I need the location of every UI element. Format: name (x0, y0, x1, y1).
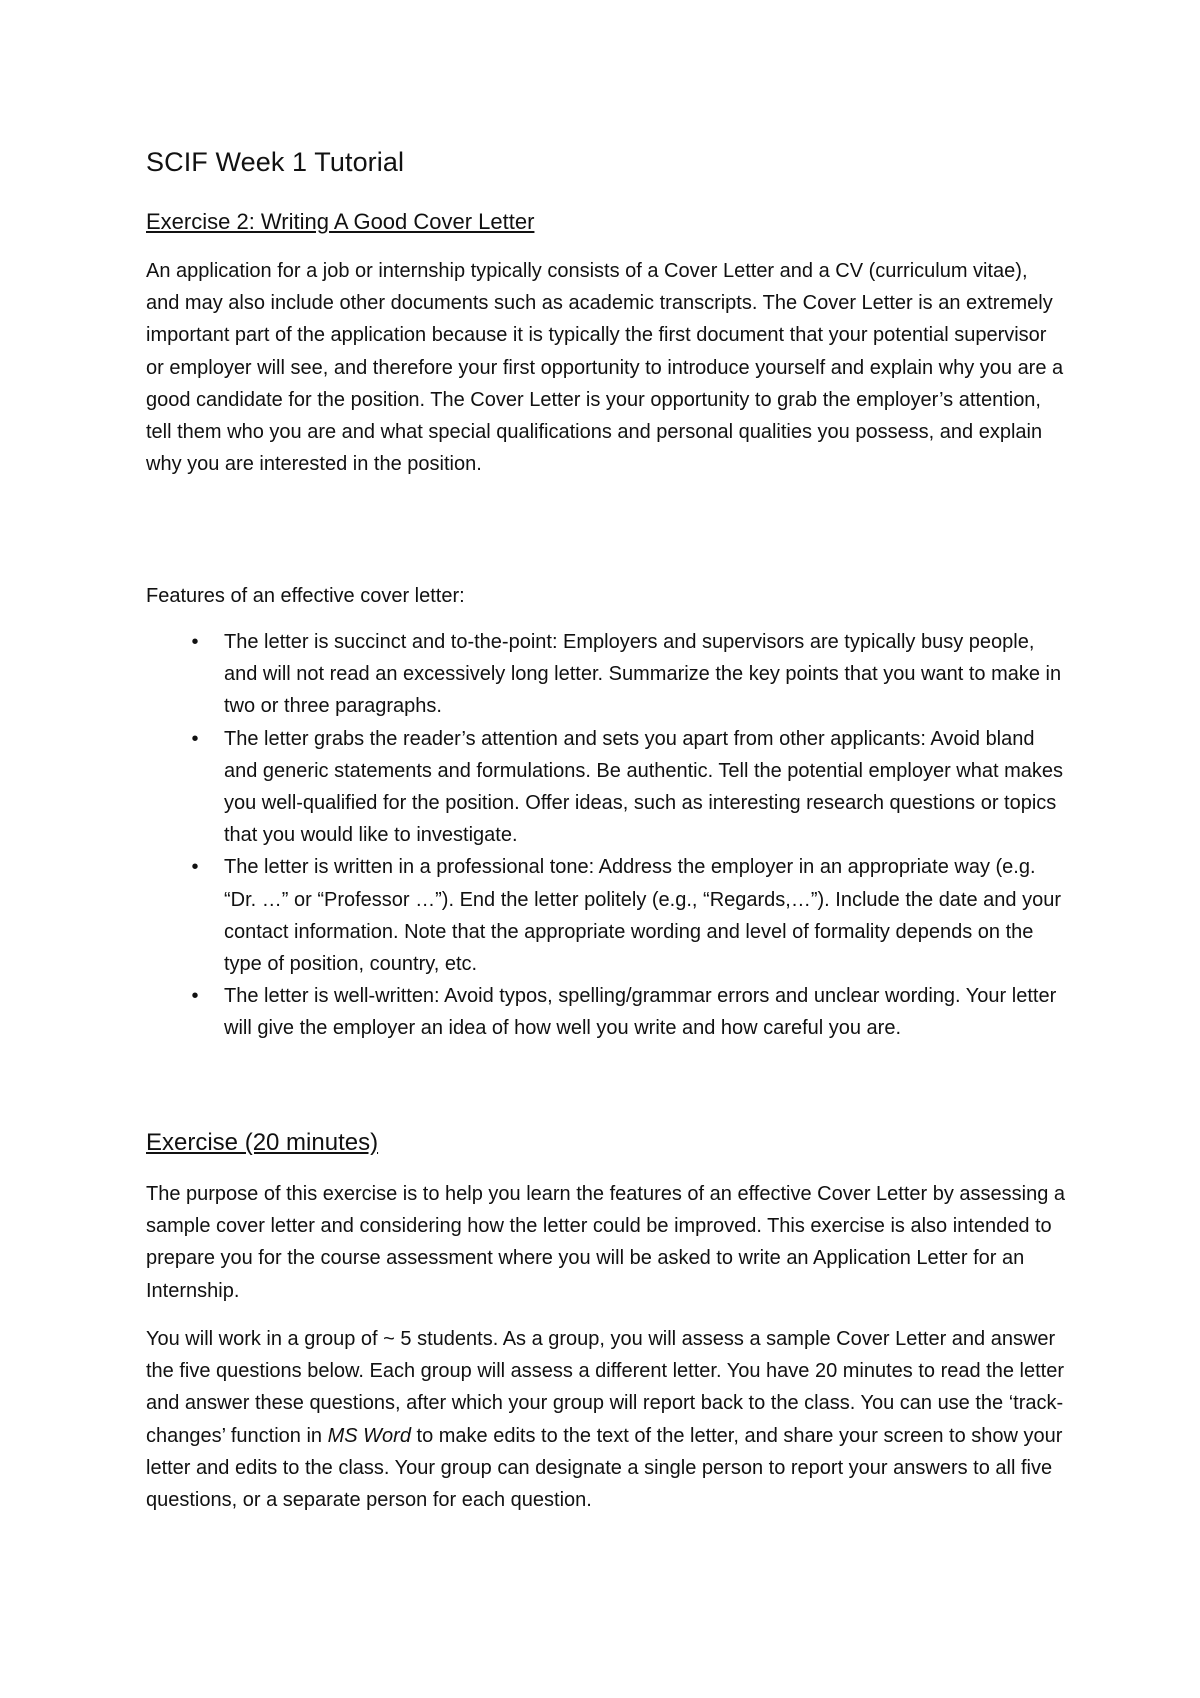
list-item (146, 626, 1066, 723)
list-item (146, 851, 1066, 980)
list-item (146, 980, 1066, 1044)
group-paragraph-text-1: You will work in a group of ~ 5 students. As a group, you will assess a sample Cover Letter and answer the five questions below. Each group will assess a different letter. You have 20 minutes to read the letter and answer these questions, after which your group will report back to the class. You can use the ‘track-changes’ function in (146, 1328, 1064, 1447)
list-item-text: The letter is succinct and to-the-point: Employers and supervisors are typically busy people, and will not read an excessively long letter. Summarize the key points that you want to make in two or three paragraphs. (224, 631, 1062, 718)
page-title: SCIF Week 1 Tutorial (146, 147, 405, 177)
bullet-icon: • (191, 631, 199, 653)
ms-word-reference: MS Word (327, 1424, 411, 1447)
purpose-paragraph: The purpose of this exercise is to help you learn the features of an effective Cover Letter by assessing a sample cover letter and considering how the letter could be improved. This exercise is also intended to prepare you for the course assessment where you will be asked to write an Application Letter for an Internship. (146, 1183, 1066, 1302)
list-item-text: The letter grabs the reader’s attention and sets you apart from other applicants: Avoid bland and generic statements and formulations. Be authentic. Tell the potential employer what makes you well-qualified for the position. Offer ideas, such as interesting research questions or topics that you would like to investigate. (224, 727, 1063, 847)
features-list (146, 626, 1066, 1045)
list-item (146, 723, 1066, 852)
list-item-text: The letter is well-written: Avoid typos, spelling/grammar errors and unclear wording. Your letter will give the employer an idea of how well you write and how careful you are. (224, 985, 1057, 1040)
bullet-icon: • (191, 727, 199, 750)
exercise-heading: Exercise (20 minutes) (146, 1129, 379, 1156)
group-paragraph (146, 1323, 1066, 1516)
exercise-2-heading: Exercise 2: Writing A Good Cover Letter (146, 209, 535, 234)
bullet-icon: • (191, 856, 199, 879)
list-item-text: The letter is written in a professional tone: Address the employer in an appropriate way (e.g. “Dr. …” or “Professor …”). End the letter politely (e.g., “Regards,…”). Include the date and your contact information. Note that the appropriate wording and level of formality depends on the type of position, country, etc. (224, 856, 1062, 976)
intro-paragraph: An application for a job or internship typically consists of a Cover Letter and a CV (curriculum vitae), and may also include other documents such as academic transcripts. The Cover Letter is an extremely important part of the application because it is typically the first document that your potential supervisor or employer will see, and therefore your first opportunity to introduce yourself and explain why you are a good candidate for the position. The Cover Letter is your opportunity to grab the employer’s attention, tell them who you are and what special qualifications and personal qualities you possess, and explain why you are interested in the position. (146, 260, 1064, 476)
bullet-icon: • (191, 985, 199, 1008)
features-heading: Features of an effective cover letter: (146, 585, 465, 607)
group-paragraph-text-2: to make edits to the text of the letter, and share your screen to show your letter and edits to the class. Your group can designate a single person to report your answers to all five questions, or a separate person for each question. (146, 1424, 1063, 1512)
